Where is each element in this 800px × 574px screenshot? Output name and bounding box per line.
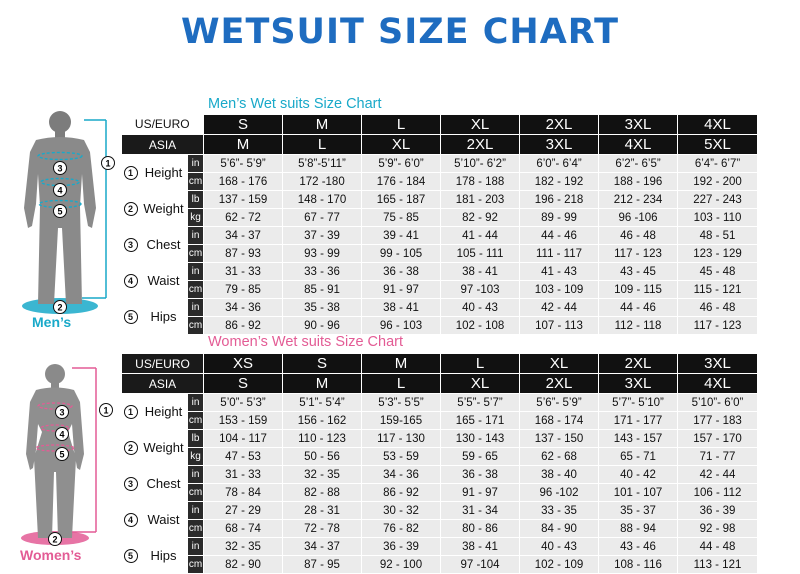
unit-label: in xyxy=(188,538,204,556)
size-value-cell: 137 - 150 xyxy=(520,430,599,448)
unit-label: in xyxy=(188,155,204,173)
size-value-cell: 157 - 170 xyxy=(678,430,758,448)
size-value-cell: 34 - 37 xyxy=(204,227,283,245)
measure-label: Weight xyxy=(140,191,188,227)
size-value-cell: 31 - 34 xyxy=(441,502,520,520)
page-title: WETSUIT SIZE CHART xyxy=(180,12,620,52)
size-value-cell: 68 - 74 xyxy=(204,520,283,538)
measure-marker-icon: 5 xyxy=(124,310,138,324)
size-value-cell: 103 - 110 xyxy=(678,209,758,227)
us-euro-label: US/EURO xyxy=(122,354,204,374)
size-value-cell: 47 - 53 xyxy=(204,448,283,466)
measure-marker-icon: 1 xyxy=(124,166,138,180)
asia-size-header: 5XL xyxy=(678,135,758,155)
size-value-cell: 93 - 99 xyxy=(283,245,362,263)
size-value-cell: 71 - 77 xyxy=(678,448,758,466)
measure-number xyxy=(122,299,140,335)
unit-label: in xyxy=(188,299,204,317)
size-value-cell: 62 - 72 xyxy=(204,209,283,227)
table-row xyxy=(122,155,758,173)
size-value-cell: 6’0”- 6’4” xyxy=(520,155,599,173)
size-value-cell: 102 - 109 xyxy=(520,556,599,574)
unit-label: cm xyxy=(188,484,204,502)
table-row xyxy=(122,556,758,574)
size-value-cell: 106 - 112 xyxy=(678,484,758,502)
size-value-cell: 82 - 90 xyxy=(204,556,283,574)
size-value-cell: 165 - 171 xyxy=(441,412,520,430)
table-row xyxy=(122,520,758,538)
svg-text:3: 3 xyxy=(57,163,63,174)
size-value-cell: 38 - 41 xyxy=(441,538,520,556)
size-value-cell: 5’6”- 5’9” xyxy=(520,394,599,412)
measure-marker-icon: 1 xyxy=(124,405,138,419)
size-value-cell: 188 - 196 xyxy=(599,173,678,191)
measure-label: Weight xyxy=(140,430,188,466)
size-value-cell: 182 - 192 xyxy=(520,173,599,191)
table-row xyxy=(122,448,758,466)
size-value-cell: 82 - 92 xyxy=(441,209,520,227)
unit-label: in xyxy=(188,502,204,520)
asia-size-header: 3XL xyxy=(599,374,678,394)
size-header: S xyxy=(204,115,283,135)
svg-text:4: 4 xyxy=(57,185,63,196)
size-value-cell: 87 - 93 xyxy=(204,245,283,263)
table-row xyxy=(122,317,758,335)
size-value-cell: 107 - 113 xyxy=(520,317,599,335)
size-value-cell: 177 - 183 xyxy=(678,412,758,430)
size-value-cell: 130 - 143 xyxy=(441,430,520,448)
size-value-cell: 108 - 116 xyxy=(599,556,678,574)
women-chart-subtitle: Women’s Wet suits Size Chart xyxy=(208,334,404,350)
size-value-cell: 72 - 78 xyxy=(283,520,362,538)
size-header: L xyxy=(441,354,520,374)
table-row xyxy=(122,412,758,430)
size-value-cell: 46 - 48 xyxy=(599,227,678,245)
asia-size-header: XL xyxy=(441,374,520,394)
size-value-cell: 35 - 38 xyxy=(283,299,362,317)
table-row xyxy=(122,484,758,502)
size-value-cell: 38 - 41 xyxy=(441,263,520,281)
measure-marker-icon: 4 xyxy=(124,274,138,288)
unit-label: in xyxy=(188,227,204,245)
measure-marker-icon: 2 xyxy=(124,202,138,216)
size-value-cell: 37 - 39 xyxy=(283,227,362,245)
size-value-cell: 192 - 200 xyxy=(678,173,758,191)
size-value-cell: 5’9”- 6’0” xyxy=(362,155,441,173)
size-value-cell: 117 - 123 xyxy=(599,245,678,263)
table-row xyxy=(122,245,758,263)
table-row xyxy=(122,538,758,556)
size-value-cell: 76 - 82 xyxy=(362,520,441,538)
asia-size-header: S xyxy=(204,374,283,394)
size-header: 4XL xyxy=(678,115,758,135)
size-value-cell: 172 -180 xyxy=(283,173,362,191)
measure-marker-icon: 4 xyxy=(124,513,138,527)
measure-label: Height xyxy=(140,394,188,430)
size-value-cell: 86 - 92 xyxy=(362,484,441,502)
size-value-cell: 168 - 174 xyxy=(520,412,599,430)
svg-text:4: 4 xyxy=(59,429,65,440)
measure-number xyxy=(122,538,140,574)
size-value-cell: 101 - 107 xyxy=(599,484,678,502)
size-value-cell: 67 - 77 xyxy=(283,209,362,227)
size-value-cell: 43 - 46 xyxy=(599,538,678,556)
asia-size-header: L xyxy=(362,374,441,394)
size-value-cell: 5’6”- 5’9” xyxy=(204,155,283,173)
size-value-cell: 92 - 98 xyxy=(678,520,758,538)
measure-marker-icon: 3 xyxy=(124,238,138,252)
size-value-cell: 31 - 33 xyxy=(204,466,283,484)
table-row xyxy=(122,173,758,191)
size-header: 3XL xyxy=(599,115,678,135)
size-value-cell: 5’1”- 5’4” xyxy=(283,394,362,412)
unit-label: cm xyxy=(188,245,204,263)
size-value-cell: 102 - 108 xyxy=(441,317,520,335)
size-value-cell: 38 - 40 xyxy=(520,466,599,484)
svg-text:2: 2 xyxy=(52,534,58,545)
svg-text:3: 3 xyxy=(59,407,65,418)
asia-size-header: 4XL xyxy=(599,135,678,155)
size-value-cell: 103 - 109 xyxy=(520,281,599,299)
size-value-cell: 92 - 100 xyxy=(362,556,441,574)
size-value-cell: 99 - 105 xyxy=(362,245,441,263)
size-value-cell: 117 - 123 xyxy=(678,317,758,335)
unit-label: cm xyxy=(188,412,204,430)
us-euro-label: US/EURO xyxy=(122,115,204,135)
unit-label: in xyxy=(188,466,204,484)
size-value-cell: 96 -102 xyxy=(520,484,599,502)
size-value-cell: 48 - 51 xyxy=(678,227,758,245)
size-value-cell: 96 -106 xyxy=(599,209,678,227)
size-value-cell: 123 - 129 xyxy=(678,245,758,263)
size-value-cell: 109 - 115 xyxy=(599,281,678,299)
size-value-cell: 91 - 97 xyxy=(441,484,520,502)
size-value-cell: 5’10”- 6’2” xyxy=(441,155,520,173)
svg-text:2: 2 xyxy=(57,302,63,313)
size-value-cell: 45 - 48 xyxy=(678,263,758,281)
unit-label: in xyxy=(188,263,204,281)
asia-label: ASIA xyxy=(122,135,204,155)
size-value-cell: 6’2”- 6’5” xyxy=(599,155,678,173)
asia-size-header: M xyxy=(204,135,283,155)
unit-label: cm xyxy=(188,281,204,299)
size-value-cell: 62 - 68 xyxy=(520,448,599,466)
size-value-cell: 148 - 170 xyxy=(283,191,362,209)
table-row xyxy=(122,191,758,209)
size-value-cell: 105 - 111 xyxy=(441,245,520,263)
size-value-cell: 79 - 85 xyxy=(204,281,283,299)
unit-label: kg xyxy=(188,448,204,466)
men-figure-label: Men’s xyxy=(32,314,72,330)
unit-label: cm xyxy=(188,173,204,191)
unit-label: cm xyxy=(188,520,204,538)
size-value-cell: 34 - 37 xyxy=(283,538,362,556)
size-value-cell: 5’5”- 5’7” xyxy=(441,394,520,412)
measure-number xyxy=(122,502,140,538)
svg-text:1: 1 xyxy=(105,158,111,169)
table-row xyxy=(122,299,758,317)
size-value-cell: 50 - 56 xyxy=(283,448,362,466)
size-value-cell: 43 - 45 xyxy=(599,263,678,281)
size-value-cell: 156 - 162 xyxy=(283,412,362,430)
unit-label: in xyxy=(188,394,204,412)
unit-label: lb xyxy=(188,430,204,448)
size-value-cell: 36 - 39 xyxy=(362,538,441,556)
size-value-cell: 34 - 36 xyxy=(362,466,441,484)
measure-label: Hips xyxy=(140,299,188,335)
size-value-cell: 165 - 187 xyxy=(362,191,441,209)
size-value-cell: 5’3”- 5’5” xyxy=(362,394,441,412)
size-header: XS xyxy=(204,354,283,374)
asia-size-header: 2XL xyxy=(441,135,520,155)
size-value-cell: 212 - 234 xyxy=(599,191,678,209)
size-value-cell: 97 -104 xyxy=(441,556,520,574)
svg-text:1: 1 xyxy=(103,405,109,416)
measure-label: Hips xyxy=(140,538,188,574)
table-row xyxy=(122,502,758,520)
measure-number xyxy=(122,430,140,466)
size-value-cell: 115 - 121 xyxy=(678,281,758,299)
asia-size-header: 3XL xyxy=(520,135,599,155)
measure-label: Chest xyxy=(140,466,188,502)
size-value-cell: 44 - 48 xyxy=(678,538,758,556)
size-value-cell: 34 - 36 xyxy=(204,299,283,317)
size-value-cell: 137 - 159 xyxy=(204,191,283,209)
size-value-cell: 38 - 41 xyxy=(362,299,441,317)
svg-text:5: 5 xyxy=(59,449,65,460)
size-header: 3XL xyxy=(678,354,758,374)
measure-marker-icon: 5 xyxy=(124,549,138,563)
size-value-cell: 33 - 35 xyxy=(520,502,599,520)
table-row xyxy=(122,466,758,484)
size-value-cell: 111 - 117 xyxy=(520,245,599,263)
size-value-cell: 35 - 37 xyxy=(599,502,678,520)
size-value-cell: 96 - 103 xyxy=(362,317,441,335)
unit-label: kg xyxy=(188,209,204,227)
table-row xyxy=(122,281,758,299)
asia-size-header: 2XL xyxy=(520,374,599,394)
size-value-cell: 40 - 43 xyxy=(441,299,520,317)
size-value-cell: 153 - 159 xyxy=(204,412,283,430)
women-figure-label: Women’s xyxy=(20,547,82,563)
size-header: M xyxy=(362,354,441,374)
size-value-cell: 91 - 97 xyxy=(362,281,441,299)
size-value-cell: 5’8”-5’11” xyxy=(283,155,362,173)
size-value-cell: 85 - 91 xyxy=(283,281,362,299)
size-value-cell: 90 - 96 xyxy=(283,317,362,335)
size-value-cell: 39 - 41 xyxy=(362,227,441,245)
size-header: L xyxy=(362,115,441,135)
size-value-cell: 36 - 39 xyxy=(678,502,758,520)
size-value-cell: 168 - 176 xyxy=(204,173,283,191)
table-row xyxy=(122,430,758,448)
size-header: S xyxy=(283,354,362,374)
size-value-cell: 181 - 203 xyxy=(441,191,520,209)
men-size-table xyxy=(121,114,758,335)
size-value-cell: 33 - 36 xyxy=(283,263,362,281)
size-value-cell: 36 - 38 xyxy=(441,466,520,484)
measure-number xyxy=(122,155,140,191)
measure-number xyxy=(122,227,140,263)
size-value-cell: 171 - 177 xyxy=(599,412,678,430)
size-value-cell: 40 - 43 xyxy=(520,538,599,556)
measure-label: Waist xyxy=(140,502,188,538)
size-value-cell: 113 - 121 xyxy=(678,556,758,574)
size-value-cell: 80 - 86 xyxy=(441,520,520,538)
size-value-cell: 104 - 117 xyxy=(204,430,283,448)
size-value-cell: 5’10”- 6’0” xyxy=(678,394,758,412)
men-chart-subtitle: Men’s Wet suits Size Chart xyxy=(208,96,382,112)
size-value-cell: 36 - 38 xyxy=(362,263,441,281)
size-value-cell: 110 - 123 xyxy=(283,430,362,448)
size-value-cell: 97 -103 xyxy=(441,281,520,299)
size-header: 2XL xyxy=(520,115,599,135)
size-value-cell: 44 - 46 xyxy=(520,227,599,245)
measure-number xyxy=(122,394,140,430)
size-value-cell: 143 - 157 xyxy=(599,430,678,448)
measure-number xyxy=(122,191,140,227)
size-value-cell: 82 - 88 xyxy=(283,484,362,502)
asia-size-header: M xyxy=(283,374,362,394)
asia-size-header: XL xyxy=(362,135,441,155)
size-value-cell: 196 - 218 xyxy=(520,191,599,209)
measure-number xyxy=(122,466,140,502)
measure-marker-icon: 3 xyxy=(124,477,138,491)
unit-label: cm xyxy=(188,317,204,335)
measure-marker-icon: 2 xyxy=(124,441,138,455)
size-value-cell: 41 - 44 xyxy=(441,227,520,245)
size-value-cell: 42 - 44 xyxy=(678,466,758,484)
size-value-cell: 31 - 33 xyxy=(204,263,283,281)
size-value-cell: 30 - 32 xyxy=(362,502,441,520)
size-value-cell: 84 - 90 xyxy=(520,520,599,538)
table-row xyxy=(122,394,758,412)
size-value-cell: 75 - 85 xyxy=(362,209,441,227)
size-value-cell: 227 - 243 xyxy=(678,191,758,209)
size-value-cell: 176 - 184 xyxy=(362,173,441,191)
size-header: XL xyxy=(441,115,520,135)
size-value-cell: 28 - 31 xyxy=(283,502,362,520)
size-value-cell: 53 - 59 xyxy=(362,448,441,466)
size-header: M xyxy=(283,115,362,135)
measure-label: Waist xyxy=(140,263,188,299)
size-value-cell: 6’4”- 6’7” xyxy=(678,155,758,173)
size-value-cell: 112 - 118 xyxy=(599,317,678,335)
size-value-cell: 59 - 65 xyxy=(441,448,520,466)
size-value-cell: 27 - 29 xyxy=(204,502,283,520)
svg-text:5: 5 xyxy=(57,206,63,217)
size-header: 2XL xyxy=(599,354,678,374)
size-value-cell: 5’0”- 5’3” xyxy=(204,394,283,412)
asia-size-header: 4XL xyxy=(678,374,758,394)
measure-number xyxy=(122,263,140,299)
men-body-figure-icon xyxy=(0,108,130,320)
size-value-cell: 42 - 44 xyxy=(520,299,599,317)
unit-label: lb xyxy=(188,191,204,209)
size-value-cell: 78 - 84 xyxy=(204,484,283,502)
women-size-table xyxy=(121,353,758,574)
table-row xyxy=(122,209,758,227)
size-value-cell: 32 - 35 xyxy=(204,538,283,556)
asia-size-header: L xyxy=(283,135,362,155)
measure-label: Height xyxy=(140,155,188,191)
size-value-cell: 86 - 92 xyxy=(204,317,283,335)
unit-label: cm xyxy=(188,556,204,574)
asia-label: ASIA xyxy=(122,374,204,394)
size-header: XL xyxy=(520,354,599,374)
women-body-figure-icon xyxy=(0,362,130,552)
size-value-cell: 178 - 188 xyxy=(441,173,520,191)
size-value-cell: 44 - 46 xyxy=(599,299,678,317)
size-value-cell: 88 - 94 xyxy=(599,520,678,538)
size-value-cell: 40 - 42 xyxy=(599,466,678,484)
size-value-cell: 5’7”- 5’10” xyxy=(599,394,678,412)
table-row xyxy=(122,263,758,281)
size-value-cell: 65 - 71 xyxy=(599,448,678,466)
size-value-cell: 117 - 130 xyxy=(362,430,441,448)
measure-label: Chest xyxy=(140,227,188,263)
size-value-cell: 41 - 43 xyxy=(520,263,599,281)
size-value-cell: 89 - 99 xyxy=(520,209,599,227)
table-row xyxy=(122,227,758,245)
size-value-cell: 46 - 48 xyxy=(678,299,758,317)
size-value-cell: 87 - 95 xyxy=(283,556,362,574)
size-value-cell: 159-165 xyxy=(362,412,441,430)
size-value-cell: 32 - 35 xyxy=(283,466,362,484)
